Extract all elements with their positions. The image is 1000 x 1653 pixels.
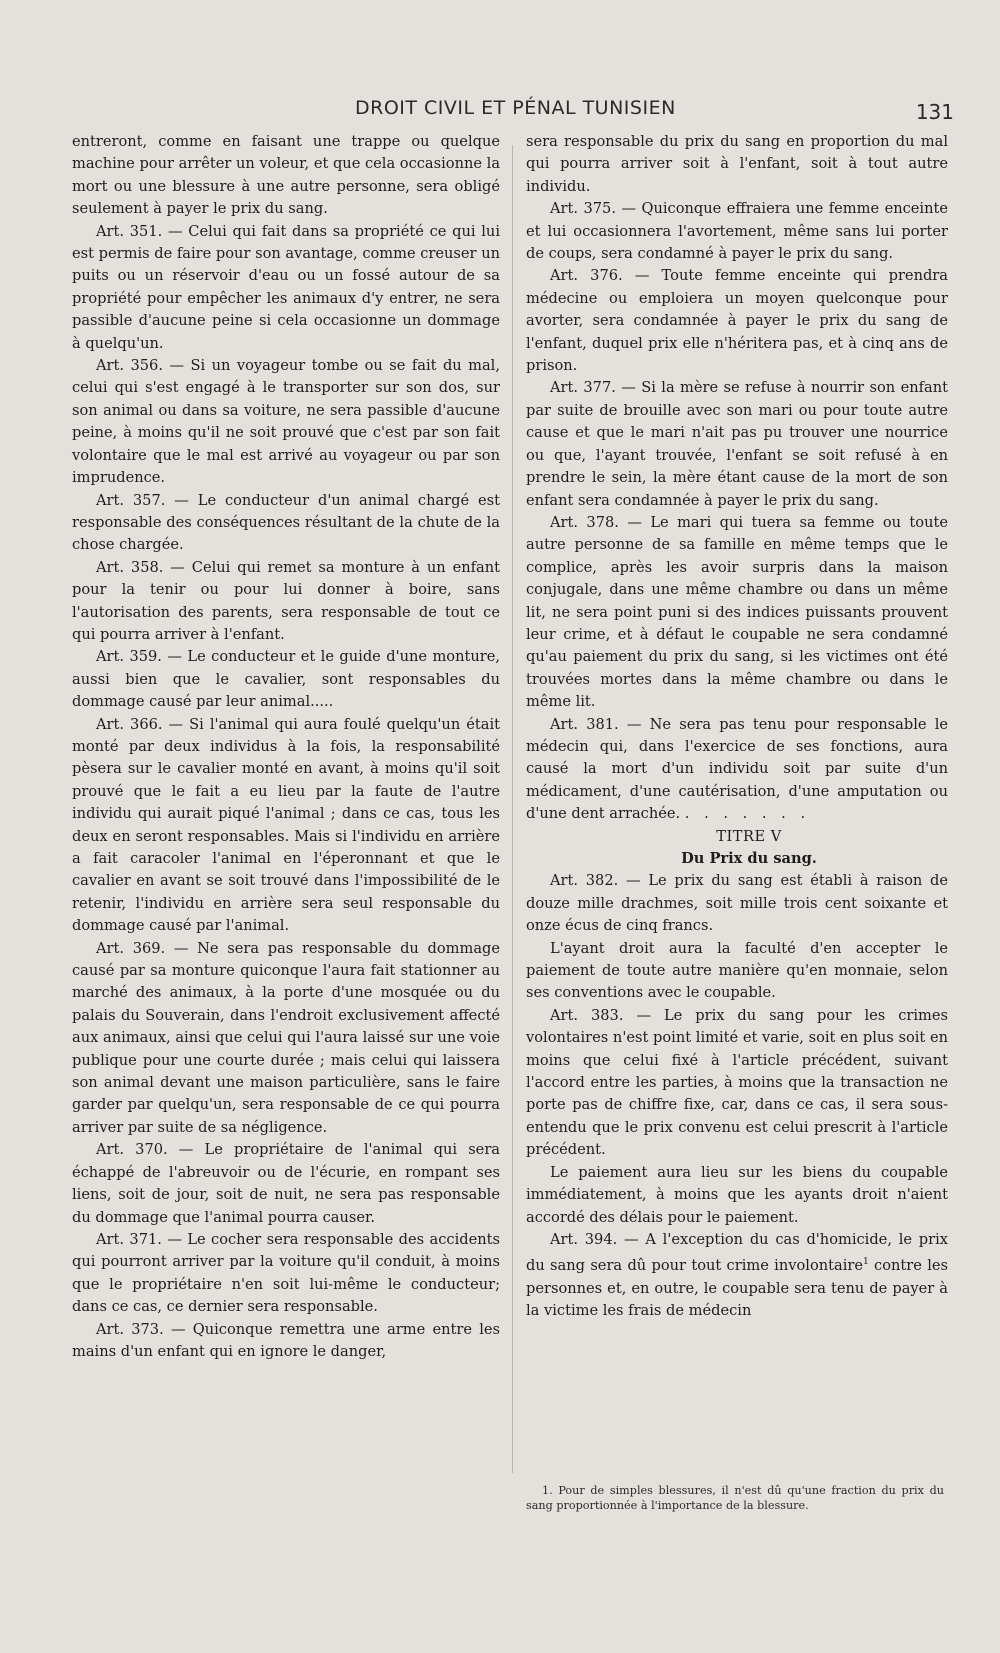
column-divider (512, 145, 513, 1473)
dot-leader: . . . . . . . (684, 805, 811, 823)
article-357: Art. 357. — Le conducteur d'un animal chargé est responsable des conséquences résultant de la chute de la chose chargée. (72, 491, 500, 554)
paragraph: entreront, comme en faisant une trappe ou quelque machine pour arrêter un voleur, et que cela occasionne la mort ou une blessure à une autre personne, sera obligé seulement à payer le prix du sang. (72, 133, 501, 218)
article-366: Art. 366. — Si l'animal qui aura foulé quelqu'un était monté par deux individus à la fois, la responsabilité pèsera sur le cavalier monté en avant, à moins qu'il soit prouvé que le fait a eu lieu par la faute de l'autre individu qui aurait piqué l'animal ; dans ce cas, tous les deux en seront responsables. Mais si l'individu en arrière a fait caracoler l'animal en l'éperonnant et que le cavalier en avant se soit trouvé dans l'impossibilité de le retenir, l'individu en arrière sera seul responsable du dommage causé par l'animal. (72, 715, 500, 935)
article-377: Art. 377. — Si la mère se refuse à nourrir son enfant par suite de brouille avec son mari ou pour toute autre cause et que le mari n'ait pas pu trouver une nourrice ou que, l'ayant trouvée, l'enfant se soit refusé à en prendre le sein, la mère étant cause de la mort de son enfant sera condamnée à payer le prix du sang. (526, 379, 948, 509)
right-column (526, 131, 948, 1322)
article-394 (526, 1229, 948, 1322)
article-394-text: Art. 394. — A l'exception du cas d'homicide, le prix du sang sera dû pour tout crime involontaire (526, 1230, 948, 1275)
article-378: Art. 378. — Le mari qui tuera sa femme ou toute autre personne de sa famille en même temps que le complice, après les avoir surpris dans la maison conjugale, dans une même chambre ou dans un même lit, ne sera point puni si des indices puissants prouvent leur crime, et à défaut le coupable ne sera condamné qu'au paiement du prix du sang, si les victimes ont été trouvées mortes dans la même chambre ou dans le même lit. (526, 513, 948, 711)
article-381-text: Art. 381. — Ne sera pas tenu pour responsable le médecin qui, dans l'exercice de ses fonctions, aura causé la mort d'un individu soit par suite d'un médicament, d'une cautérisation, d'une amputation ou d'une dent arrachée. (526, 715, 948, 823)
article-371: Art. 371. — Le cocher sera responsable des accidents qui pourront arriver par la voiture qu'il conduit, à moins que le propriétaire n'en soit lui-même le conducteur; dans ce cas, ce dernier sera responsable. (72, 1230, 500, 1316)
paragraph: sera responsable du prix du sang en proportion du mal qui pourra arriver soit à l'enfant, soit à tout autre individu. (526, 133, 948, 195)
footnote-marker: 1 (862, 1257, 869, 1268)
article-394-text-end: contre les personnes et, en outre, le coupable sera tenu de payer à la victime les frais de médecin (526, 1257, 948, 1319)
article-383: Art. 383. — Le prix du sang pour les crimes volontaires n'est point limité et varie, soit en plus soit en moins que celui fixé à l'article précédent, suivant l'accord entre les parties, à moins que la transaction ne porte pas de chiffre fixe, car, dans ce cas, il sera sous-entendu que le prix convenu est celui prescrit à l'article précédent. (526, 1006, 948, 1159)
article-375: Art. 375. — Quiconque effraiera une femme enceinte et lui occasionnera l'avortement, même sans lui porter de coups, sera condamné à payer le prix du sang. (526, 200, 948, 263)
article-359: Art. 359. — Le conducteur et le guide d'une monture, aussi bien que le cavalier, sont responsables du dommage causé par leur animal..... (72, 648, 500, 711)
article-369: Art. 369. — Ne sera pas responsable du dommage causé par sa monture quiconque l'aura fait stationner au marché des animaux, à la porte d'une mosquée ou du palais du Souverain, dans l'endroit exclusivement affecté aux animaux, ainsi que celui qui l'aura laissé sur une voie publique pour une courte durée ; mais celui qui laissera son animal devant une maison particulière, sans le faire garder par quelqu'un, sera responsable de ce qui pourra arriver par suite de sa négligence. (72, 939, 500, 1136)
paragraph: Le paiement aura lieu sur les biens du coupable immédiatement, à moins que les ayants droit n'aient accordé des délais pour le paiement. (526, 1163, 948, 1226)
titre-heading: TITRE V (716, 827, 782, 845)
page-number: 131 (915, 100, 954, 124)
left-column (72, 131, 500, 1363)
article-358: Art. 358. — Celui qui remet sa monture à un enfant pour la tenir ou pour lui donner à boire, sans l'autorisation des parents, sera responsable de tout ce qui pourra arriver à l'enfant. (72, 558, 500, 643)
article-376: Art. 376. — Toute femme enceinte qui prendra médecine ou emploiera un moyen quelconque pour avorter, sera condamnée à payer le prix du sang de l'enfant, duquel prix elle n'héritera pas, et à cinq ans de prison. (526, 267, 948, 375)
chapter-heading: Du Prix du sang. (681, 850, 817, 867)
article-370: Art. 370. — Le propriétaire de l'animal qui sera échappé de l'abreuvoir ou de l'écurie, en rompant ses liens, soit de jour, soit de nuit, ne sera pas responsable du dommage que l'animal pourra causer. (72, 1141, 500, 1226)
article-381 (526, 714, 948, 826)
paragraph: L'ayant droit aura la faculté d'en accepter le paiement de toute autre manière qu'en monnaie, selon ses conventions avec le coupable. (526, 939, 948, 1002)
running-title: DROIT CIVIL ET PÉNAL TUNISIEN (355, 97, 676, 119)
article-351: Art. 351. — Celui qui fait dans sa propriété ce qui lui est permis de faire pour son avantage, comme creuser un puits ou un réservoir d'eau ou un fossé autour de sa propriété pour empêcher les animaux d'y entrer, ne sera passible d'aucune peine si cela occasionne un dommage à quelqu'un. (72, 222, 500, 352)
footnote (526, 1483, 944, 1513)
article-373: Art. 373. — Quiconque remettra une arme entre les mains d'un enfant qui en ignore le danger, (72, 1320, 500, 1360)
article-382: Art. 382. — Le prix du sang est établi à raison de douze mille drachmes, soit mille trois cent soixante et onze écus de cinq francs. (526, 872, 948, 935)
footnote-text: 1. Pour de simples blessures, il n'est dû qu'une fraction du prix du sang proportionnée à l'importance de la blessure. (526, 1484, 944, 1512)
article-356: Art. 356. — Si un voyageur tombe ou se fait du mal, celui qui s'est engagé à le transporter sur son dos, sur son animal ou dans sa voiture, ne sera passible d'aucune peine, à moins qu'il ne soit prouvé que c'est par son fait volontaire que le mal est arrivé au voyageur ou par son imprudence. (72, 357, 500, 487)
